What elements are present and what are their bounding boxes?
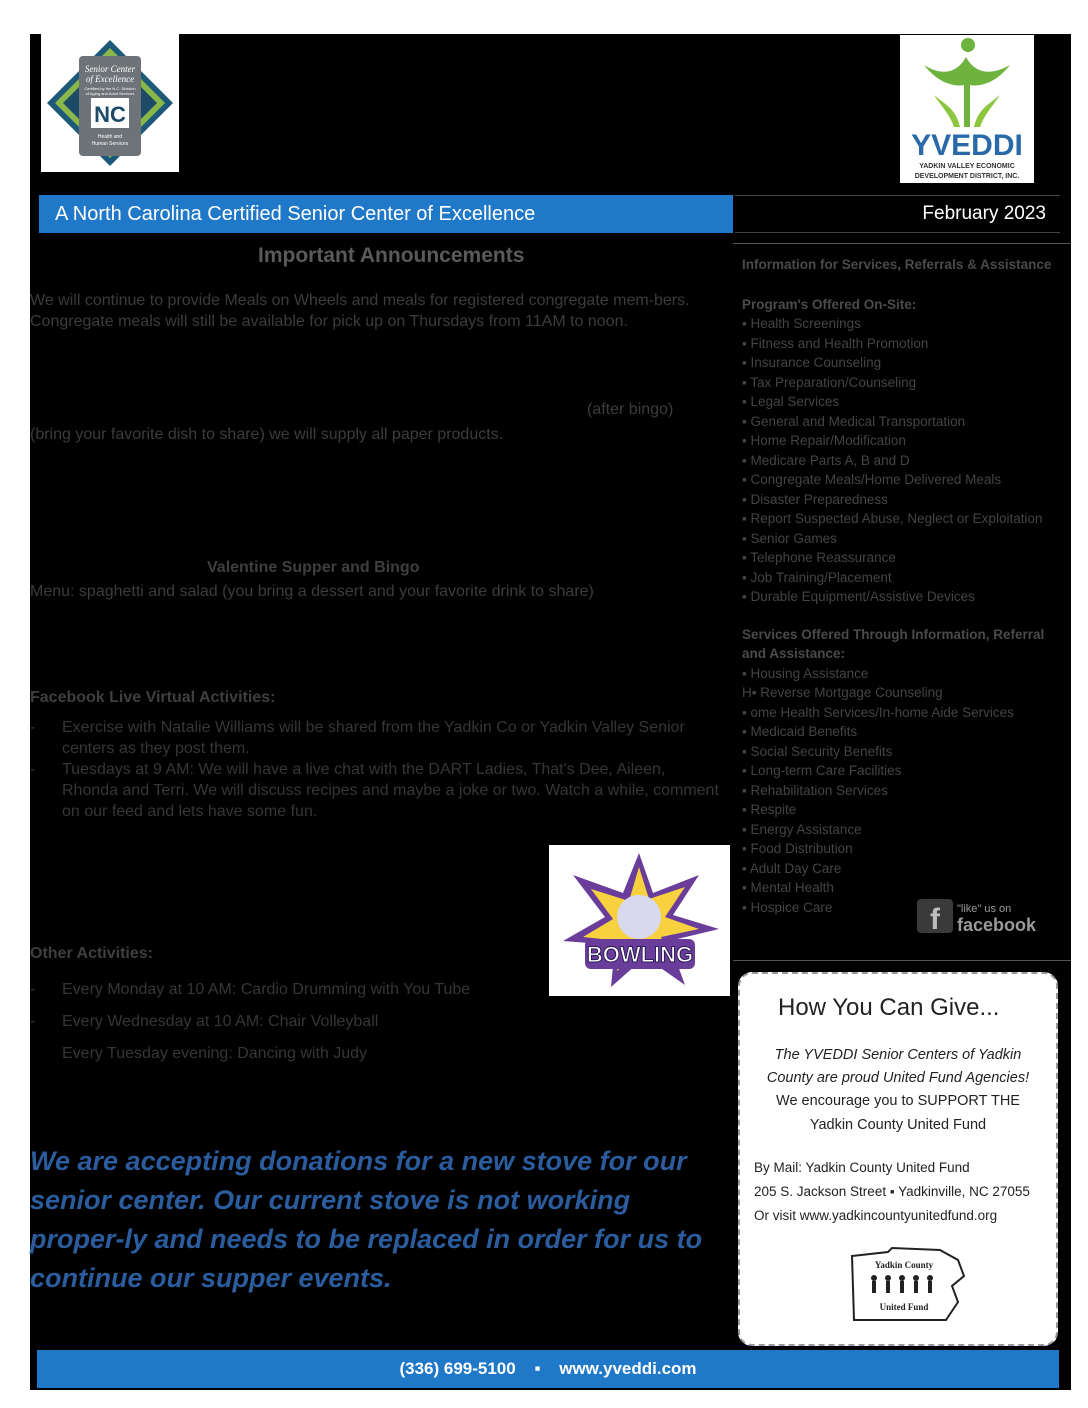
list-item: ▪ Medicare Parts A, B and D [742,451,1062,471]
united-fund-logo [848,1246,968,1326]
list-item: ▪ Long-term Care Facilities [742,761,1062,781]
footer-phone[interactable]: (336) 699-5100 [399,1359,516,1378]
yveddi-logo [900,35,1034,183]
list-item: ▪ Disaster Preparedness [742,490,1062,510]
list-item: ▪ Congregate Meals/Home Delivered Meals [742,470,1062,490]
facebook-like-badge[interactable] [917,897,1057,937]
list-item: ▪ Senior Games [742,529,1062,549]
list-item: - Exercise with Natalie Williams will be shared from the Yadkin Co or Yadkin Valley Senior centers as they post them. [30,719,685,757]
page-title: Important Announcements [258,244,525,267]
list-item: ▪ Mental Health [742,878,1062,898]
list-item: ▪ Rehabilitation Services [742,781,1062,801]
give-italic-text: The YVEDDI Senior Centers of Yadkin County are proud United Fund Agencies! [766,1047,1030,1086]
list-item: ▪ Home Repair/Modification [742,431,1062,451]
services-heading: Services Offered Through Information, Referral and Assistance: [742,626,1045,661]
facebook-like-text: "like" us on [957,903,1012,915]
give-title: How You Can Give... [778,994,1000,1021]
svg-text:DEVELOPMENT DISTRICT, INC.: DEVELOPMENT DISTRICT, INC. [914,173,1020,180]
sidebar-divider [733,243,1071,244]
list-item: H▪ Reverse Mortgage Counseling [742,685,943,700]
list-item: ▪ Social Security Benefits [742,742,1062,762]
list-item: ▪ General and Medical Transportation [742,412,1062,432]
issue-date: February 2023 [735,195,1060,233]
bowling-image [549,845,730,996]
list-item: ▪ Health Screenings [742,314,1062,334]
other-activities [30,974,530,1070]
senior-center-excellence-logo [41,34,179,172]
bowling-label: BOWLING [586,942,694,967]
list-item: ▪ Tax Preparation/Counseling [742,373,1062,393]
list-item: ▪ Job Training/Placement [742,568,1062,588]
yveddi-name: YVEDDI [911,129,1023,162]
list-item: - Tuesdays at 9 AM: We will have a live chat with the DART Ladies, That's Dee, Aileen, Rhonda and Terri. We will discuss recipes and maybe a joke or two. Watch a while, comment on our feed and lets have some fun. [30,761,719,820]
list-item: ▪ Food Distribution [742,839,1062,859]
list-item: ▪ Insurance Counseling [742,353,1062,373]
list-item: ▪ Adult Day Care [742,859,1062,879]
facebook-word: facebook [957,915,1037,935]
give-mail-1: By Mail: Yadkin County United Fund [754,1160,970,1175]
valentine-title: Valentine Supper and Bingo [207,559,420,576]
list-item: ▪ ome Health Services/In-home Aide Services [742,704,1014,720]
give-support-1: We encourage you to SUPPORT THE [776,1093,1020,1109]
svg-text:YADKIN VALLEY ECONOMIC: YADKIN VALLEY ECONOMIC [919,163,1015,170]
footer-separator: ▪ [534,1359,541,1378]
list-item: ▪ Fitness and Health Promotion [742,334,1062,354]
list-item: - Every Wednesday at 10 AM: Chair Volleyball [30,1013,379,1030]
programs-list [742,314,1062,607]
give-support-2: Yadkin County United Fund [809,1117,987,1133]
svg-text:of Aging and Adult Services: of Aging and Adult Services [85,91,135,96]
nc-mark: NC [94,102,126,127]
svg-text:Certified by the N.C. Division: Certified by the N.C. Division [84,86,136,91]
sidebar-divider-bottom [733,960,1071,961]
footer-contact-bar [37,1350,1059,1388]
list-item: ▪ Hospice Care [742,898,1062,918]
list-item: ▪ Durable Equipment/Assistive Devices [742,587,1062,607]
list-item: ▪ Housing Assistance [742,664,1062,684]
services-sidebar [742,255,1062,917]
logo-text-1: Senior Center [84,64,136,74]
facebook-f-icon: f [930,903,940,936]
logo-text-2: of Excellence [85,74,135,84]
give-mail-2: 205 S. Jackson Street ▪ Yadkinville, NC 27055 [754,1184,1030,1199]
programs-heading: Program's Offered On-Site: [742,296,917,312]
list-item: ▪ Telephone Reassurance [742,548,1062,568]
svg-text:Yadkin County: Yadkin County [874,1260,934,1270]
services-list [742,664,1062,918]
list-item: ▪ Energy Assistance [742,820,1062,840]
meals-announcement: We will continue to provide Meals on Wheels and meals for registered congregate mem-bers. Congregate meals will still be available for pick up on Thursdays from 11AM to noon. [30,292,690,330]
svg-text:Human Services: Human Services [91,141,129,147]
valentine-menu: Menu: spaghetti and salad (you bring a dessert and your favorite drink to share) [30,583,594,600]
list-item: - Every Monday at 10 AM: Cardio Drumming with You Tube [30,981,471,998]
list-item: Every Tuesday evening: Dancing with Judy [62,1045,368,1062]
list-item: ▪ Medicaid Benefits [742,722,1062,742]
footer-website-link[interactable]: www.yveddi.com [559,1359,697,1378]
svg-text:United Fund: United Fund [879,1302,929,1312]
give-mail-3[interactable]: Or visit www.yadkincountyunitedfund.org [754,1208,998,1223]
list-item: ▪ Respite [742,800,1062,820]
svg-text:Health and: Health and [97,134,123,140]
dish-note: (bring your favorite dish to share) we will supply all paper products. [30,426,504,443]
facebook-heading: Facebook Live Virtual Activities: [30,689,276,706]
list-item: ▪ Legal Services [742,392,1062,412]
how-you-can-give-box [738,972,1058,1346]
donation-appeal: We are accepting donations for a new stove for our senior center. Our current stove is not working proper-ly and needs to be replaced in order for us to continue our supper events. [30,1146,703,1293]
list-item: ▪ Report Suspected Abuse, Neglect or Exploitation [742,509,1062,529]
info-heading: Information for Services, Referrals & Assistance [742,257,1052,272]
facebook-activities [30,717,722,822]
after-bingo-note: (after bingo) [587,401,674,418]
other-activities-heading: Other Activities: [30,945,153,962]
banner-title: A North Carolina Certified Senior Center of Excellence [39,195,733,233]
